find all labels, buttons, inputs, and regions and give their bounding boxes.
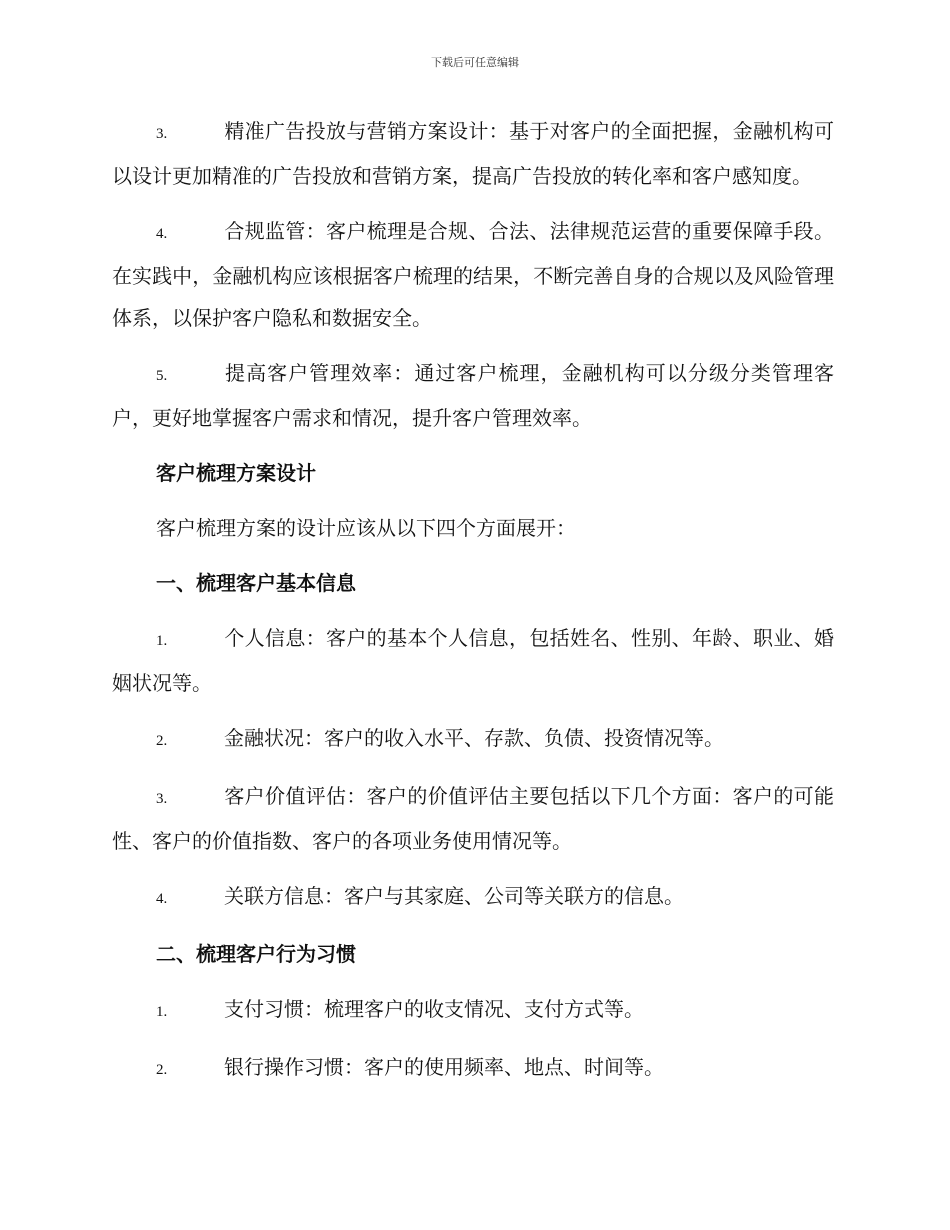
paragraph: 客户梳理方案的设计应该从以下四个方面展开： xyxy=(156,516,576,540)
list-text: 关联方信息：客户与其家庭、公司等关联方的信息。 xyxy=(224,884,684,908)
list-number: 3. xyxy=(156,791,168,807)
list-text: 客户价值评估：客户的价值评估主要包括以下几个方面：客户的可能性、客户的价值指数、客户的各项业务使用情况等。 xyxy=(112,784,834,853)
list-item xyxy=(112,1046,834,1091)
list-number: 2. xyxy=(156,1062,168,1078)
list-number: 4. xyxy=(156,226,168,242)
list-text: 合规监管：客户梳理是合规、合法、法律规范运营的重要保障手段。在实践中，金融机构应该根据客户梳理的结果，不断完善自身的合规以及风险管理体系，以保护客户隐私和数据安全。 xyxy=(112,219,834,330)
list-item xyxy=(112,875,834,920)
list-number: 3. xyxy=(156,126,168,142)
list-text: 银行操作习惯：客户的使用频率、地点、时间等。 xyxy=(224,1055,664,1079)
list-text: 支付习惯：梳理客户的收支情况、支付方式等。 xyxy=(224,997,644,1021)
list-number: 1. xyxy=(156,633,168,649)
list-text: 金融状况：客户的收入水平、存款、负债、投资情况等。 xyxy=(224,726,724,750)
list-item xyxy=(112,988,834,1033)
list-text: 提高客户管理效率：通过客户梳理，金融机构可以分级分类管理客户，更好地掌握客户需求和情况，提升客户管理效率。 xyxy=(112,361,834,430)
list-item xyxy=(112,775,834,862)
list-item xyxy=(112,352,834,439)
list-text: 精准广告投放与营销方案设计：基于对客户的全面把握，金融机构可以设计更加精准的广告投放和营销方案，提高广告投放的转化率和客户感知度。 xyxy=(112,119,834,188)
list-number: 2. xyxy=(156,733,168,749)
list-number: 1. xyxy=(156,1004,168,1020)
list-item xyxy=(112,110,834,197)
list-text: 个人信息：客户的基本个人信息，包括姓名、性别、年龄、职业、婚姻状况等。 xyxy=(112,626,834,695)
list-number: 5. xyxy=(156,368,168,384)
document-body xyxy=(112,110,834,1104)
section-heading: 客户梳理方案设计 xyxy=(156,461,316,485)
page-header: 下载后可任意编辑 xyxy=(431,56,519,69)
list-item xyxy=(112,717,834,762)
section-heading: 二、梳理客户行为习惯 xyxy=(156,942,356,966)
list-number: 4. xyxy=(156,891,168,907)
list-item xyxy=(112,210,834,339)
section-heading: 一、梳理客户基本信息 xyxy=(156,571,356,595)
list-item xyxy=(112,617,834,704)
